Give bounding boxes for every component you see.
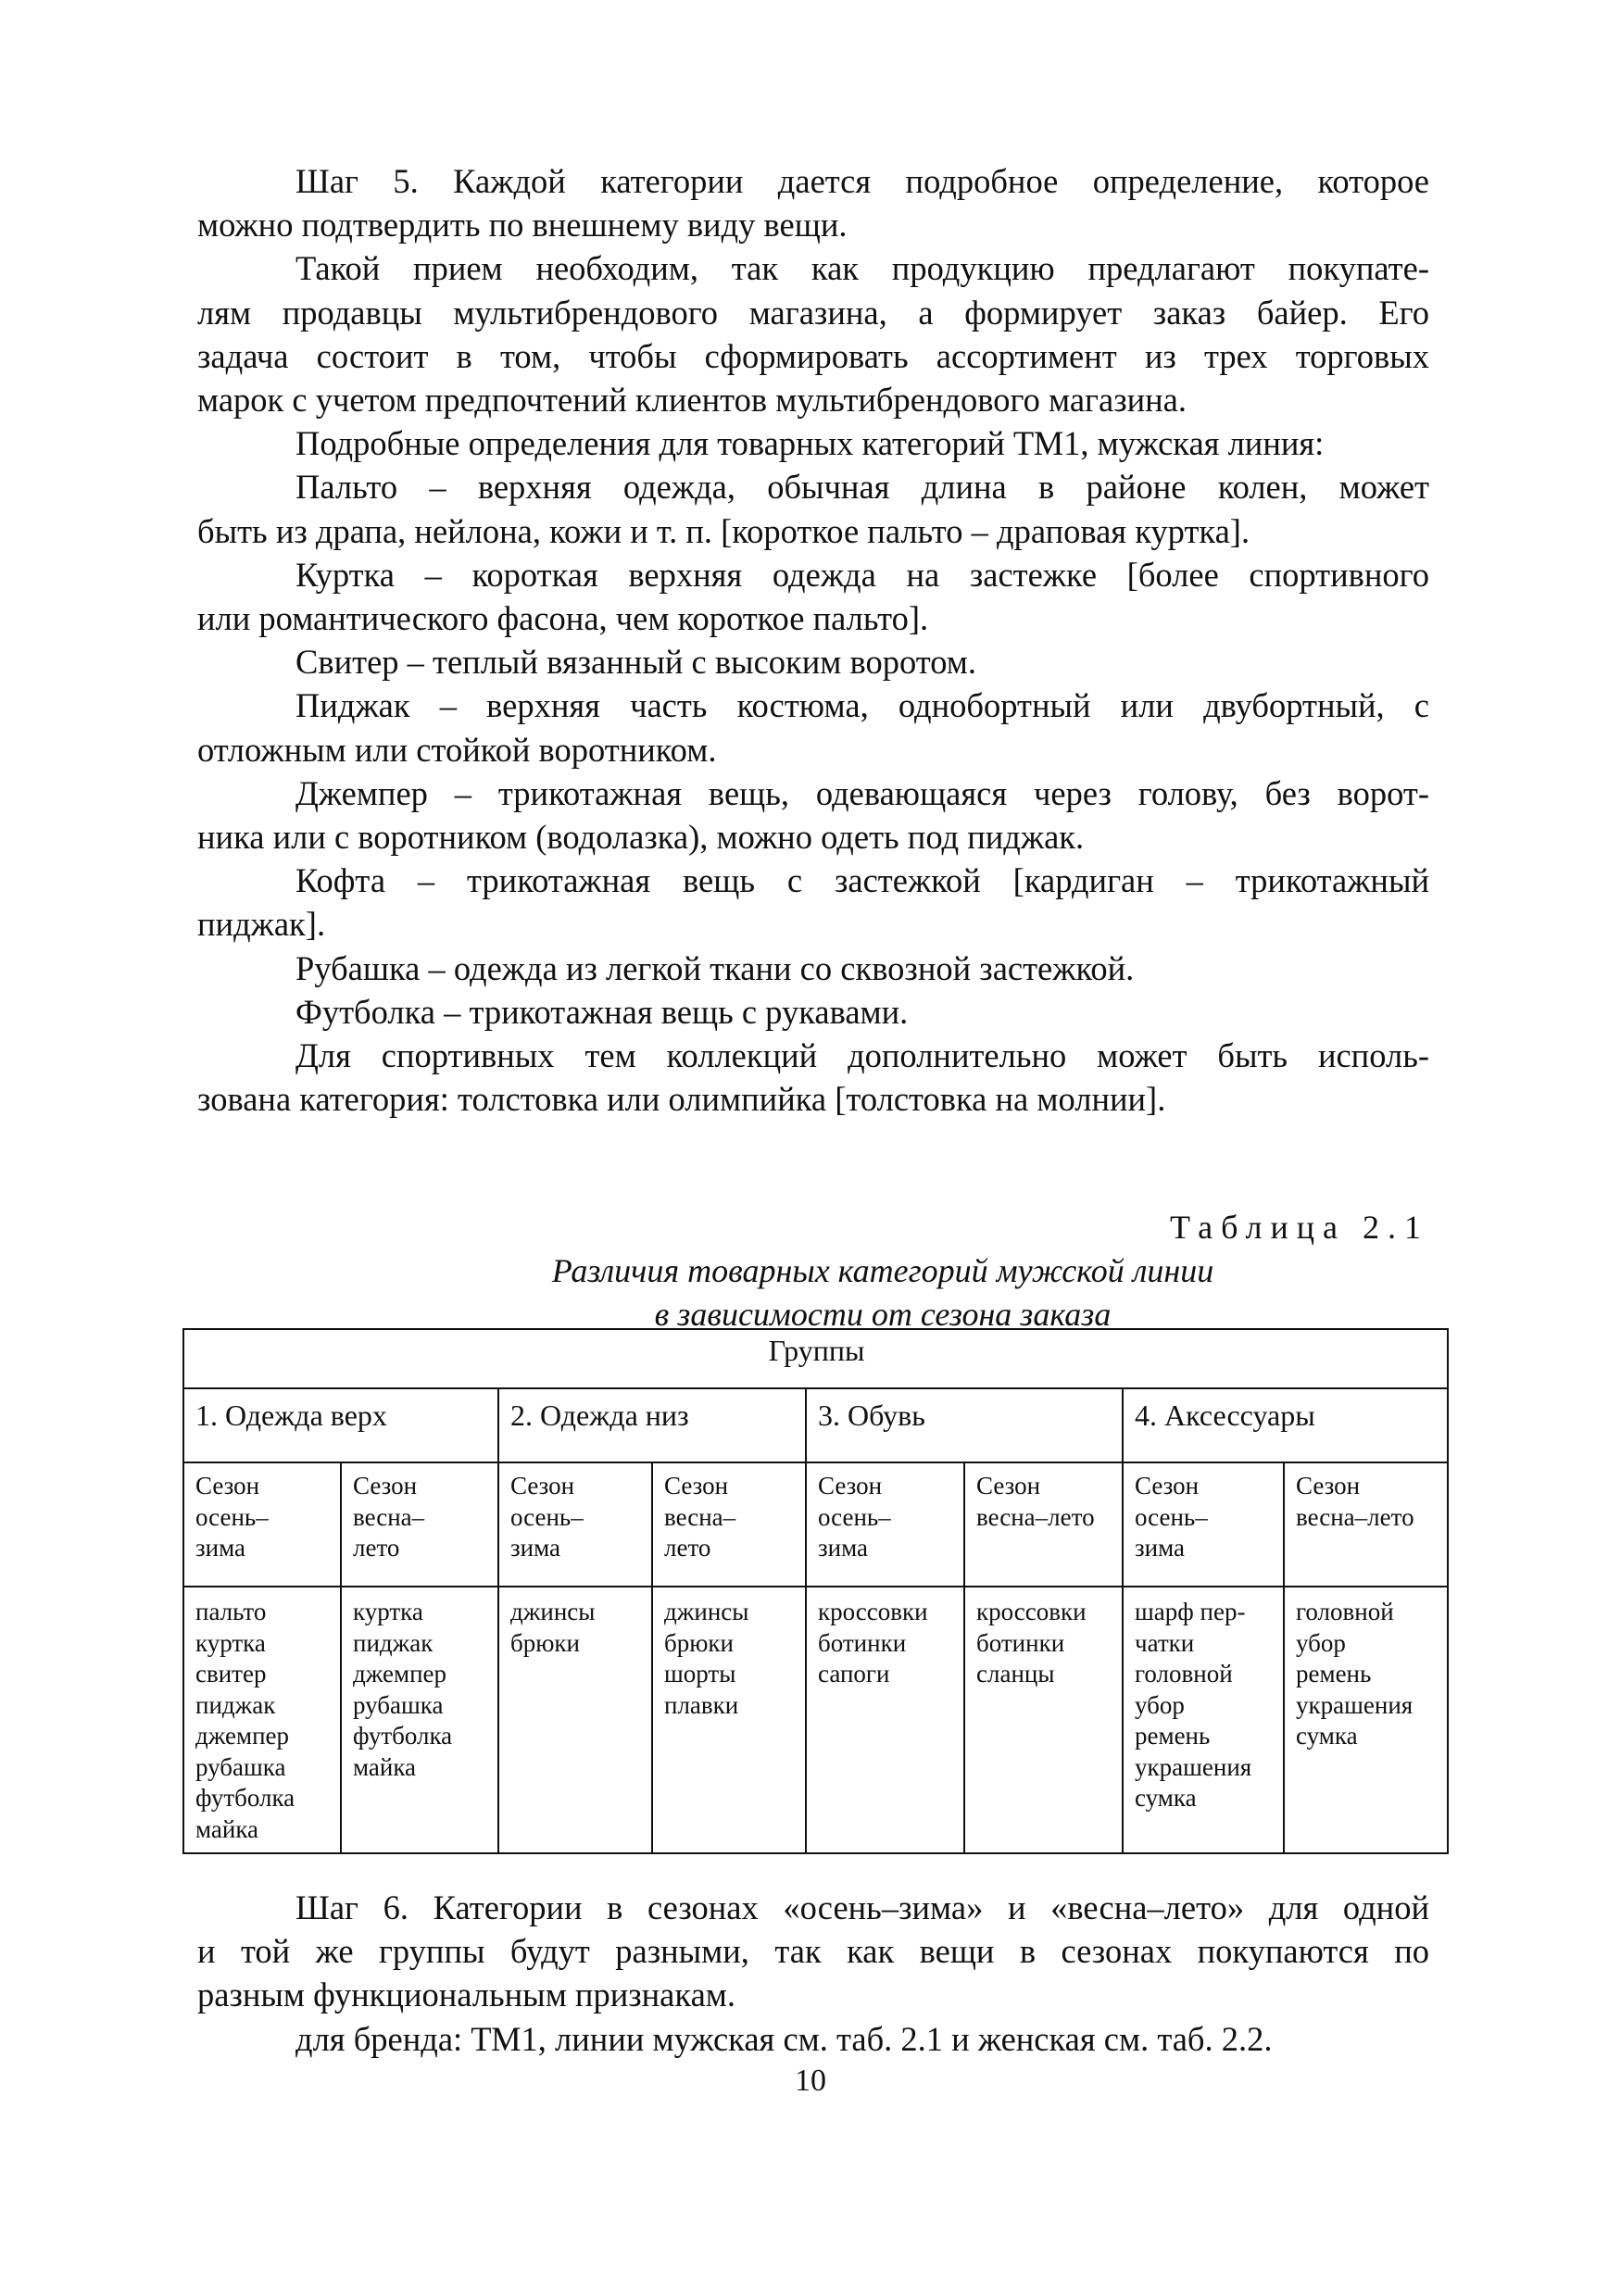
items-cell (1284, 1587, 1448, 1853)
items-row (183, 1587, 1448, 1853)
cell-line: Сезон (976, 1472, 1041, 1499)
page-number: 10 (795, 2064, 826, 2098)
items-cell (1123, 1587, 1284, 1853)
body-text (197, 159, 1429, 1121)
cell-line: весна– (353, 1502, 425, 1531)
text-line: Футболка – трикотажная вещь с рукавами. (295, 992, 909, 1031)
season-cell (1284, 1462, 1448, 1587)
cell-line: джинсы (510, 1598, 596, 1625)
text-line: Кофта – трикотажная вещь с застежкой [кардиган – трикотажный (295, 861, 1429, 900)
cell-line: украшения (1135, 1752, 1252, 1781)
table-label: Таблица 2.1 (1170, 1209, 1429, 1246)
text-line: можно подтвердить по внешнему виду вещи. (197, 206, 848, 245)
body-paragraph (197, 465, 1429, 552)
cell-line: Сезон (664, 1472, 729, 1499)
after-paragraph (197, 2017, 1429, 2061)
group-cell: 4. Аксессуары (1123, 1388, 1448, 1462)
cell-line: убор (1135, 1690, 1185, 1719)
body-paragraph (197, 990, 1429, 1034)
text-line: пиджак]. (197, 905, 326, 944)
cell-line: брюки (510, 1628, 580, 1657)
items-cell (964, 1587, 1123, 1853)
cell-line: джинсы (664, 1598, 749, 1625)
text-line: Свитер – теплый вязанный с высоким воротом. (295, 643, 977, 682)
season-cell (341, 1462, 498, 1587)
category-table (182, 1328, 1449, 1854)
cell-line: ремень (1135, 1722, 1211, 1750)
items-cell (341, 1587, 498, 1853)
cell-line: сапоги (818, 1660, 890, 1687)
cell-line: майка (353, 1752, 417, 1781)
season-cell (964, 1462, 1123, 1587)
cell-line: ремень (1296, 1660, 1372, 1687)
cell-line: чатки (1135, 1628, 1195, 1657)
cell-line: украшения (1296, 1690, 1414, 1719)
cell-line: Сезон (195, 1472, 260, 1499)
body-paragraph (197, 159, 1429, 246)
cell-line: джемпер (195, 1722, 290, 1750)
text-line: или романтического фасона, чем короткое пальто]. (197, 599, 929, 638)
text-line: Такой прием необходим, так как продукцию предлагают покупате- (295, 249, 1429, 288)
cell-line: Сезон (1296, 1472, 1361, 1499)
cell-line: убор (1296, 1628, 1346, 1657)
after-paragraph (197, 1886, 1429, 2017)
cell-line: осень– (510, 1502, 584, 1531)
cell-line: рубашка (195, 1752, 286, 1781)
cell-line: весна–лето (976, 1502, 1095, 1531)
body-paragraph (197, 859, 1429, 946)
text-line: Рубашка – одежда из легкой ткани со сквозной застежкой. (295, 948, 1135, 987)
cell-line: кроссовки (818, 1598, 928, 1625)
text-line: Для спортивных тем коллекций дополнительно может быть исполь- (295, 1036, 1429, 1075)
cell-line: свитер (195, 1660, 267, 1687)
body-paragraph (197, 947, 1429, 990)
text-line: разным функциональным признакам. (197, 1976, 735, 2014)
group-cell: 3. Обувь (806, 1388, 1123, 1462)
cell-line: пиджак (195, 1690, 276, 1719)
cell-line: Сезон (353, 1472, 418, 1499)
cell-line: лето (664, 1534, 711, 1562)
text-line: зована категория: толстовка или олимпийка [толстовка на молнии]. (197, 1080, 1166, 1119)
season-cell (652, 1462, 806, 1587)
text-line: отложным или стойкой воротником. (197, 730, 717, 769)
text-line: Шаг 5. Каждой категории дается подробное определение, которое (295, 162, 1429, 200)
group-row (183, 1388, 1448, 1462)
text-line: задача состоит в том, чтобы сформировать ассортимент из трех торговых (197, 336, 1429, 375)
cell-line: футболка (353, 1722, 453, 1750)
cell-line: ботинки (976, 1628, 1065, 1657)
body-paragraph (197, 772, 1429, 859)
season-cell (498, 1462, 652, 1587)
cell-line: осень– (1135, 1502, 1208, 1531)
cell-line: куртка (353, 1598, 423, 1625)
season-cell (183, 1462, 341, 1587)
cell-line: сланцы (976, 1660, 1055, 1687)
cell-line: зима (1135, 1534, 1185, 1562)
cell-line: сумка (1296, 1722, 1358, 1750)
table-title-line2: в зависимости от сезона заказа (654, 1296, 1112, 1333)
body-paragraph (197, 684, 1429, 771)
season-cell (1123, 1462, 1284, 1587)
items-cell (806, 1587, 964, 1853)
cell-line: осень– (195, 1502, 269, 1531)
after-table-text (197, 1886, 1429, 2061)
cell-line: джемпер (353, 1660, 447, 1687)
cell-line: пиджак (353, 1628, 434, 1657)
cell-line: зима (195, 1534, 245, 1562)
cell-line: Сезон (818, 1472, 883, 1499)
body-paragraph (197, 421, 1429, 465)
text-line: Шаг 6. Категории в сезонах «осень–зима» и «весна–лето» для одной (295, 1888, 1429, 1926)
text-line: марок с учетом предпочтений клиентов мультибрендового магазина. (197, 381, 1187, 420)
body-paragraph (197, 640, 1429, 684)
body-paragraph (197, 246, 1429, 421)
table-caption (197, 1206, 1429, 1336)
cell-line: лето (353, 1534, 400, 1562)
body-paragraph (197, 1034, 1429, 1121)
cell-line: зима (510, 1534, 560, 1562)
cell-line: шорты (664, 1660, 736, 1687)
body-paragraph (197, 553, 1429, 640)
text-line: лям продавцы мультибрендового магазина, а формирует заказ байер. Его (197, 293, 1429, 332)
cell-line: весна– (664, 1502, 736, 1531)
items-cell (652, 1587, 806, 1853)
group-cell: 2. Одежда низ (498, 1388, 806, 1462)
season-cell (806, 1462, 964, 1587)
text-line: быть из драпа, нейлона, кожи и т. п. [короткое пальто – драповая куртка]. (197, 511, 1250, 550)
cell-line: шарф пер- (1135, 1598, 1246, 1625)
text-line: для бренда: ТМ1, линии мужская см. таб. 2.1 и женская см. таб. 2.2. (295, 2019, 1273, 2058)
table-header-groups: Группы (183, 1329, 1448, 1388)
cell-line: головной (1135, 1660, 1233, 1687)
cell-line: сумка (1135, 1784, 1197, 1812)
cell-line: Сезон (510, 1472, 575, 1499)
text-line: Подробные определения для товарных категорий ТМ1, мужская линия: (295, 424, 1325, 463)
cell-line: зима (818, 1534, 868, 1562)
cell-line: пальто (195, 1598, 267, 1625)
cell-line: Сезон (1135, 1472, 1200, 1499)
cell-line: весна–лето (1296, 1502, 1414, 1531)
season-row (183, 1462, 1448, 1587)
text-line: Пальто – верхняя одежда, обычная длина в районе колен, может (295, 468, 1429, 507)
cell-line: плавки (664, 1690, 739, 1719)
cell-line: кроссовки (976, 1598, 1087, 1625)
table-title-line1: Различия товарных категорий мужской линии (551, 1252, 1214, 1289)
cell-line: футболка (195, 1784, 295, 1812)
items-cell (183, 1587, 341, 1853)
text-line: и той же группы будут разными, так как вещи в сезонах покупаются по (197, 1932, 1429, 1971)
text-line: Пиджак – верхняя часть костюма, однобортный или двубортный, с (295, 686, 1429, 725)
cell-line: рубашка (353, 1690, 444, 1719)
cell-line: осень– (818, 1502, 891, 1531)
items-cell (498, 1587, 652, 1853)
cell-line: ботинки (818, 1628, 907, 1657)
cell-line: брюки (664, 1628, 734, 1657)
text-line: Джемпер – трикотажная вещь, одевающаяся через голову, без ворот- (295, 773, 1429, 812)
cell-line: куртка (195, 1628, 266, 1657)
group-cell: 1. Одежда верх (183, 1388, 498, 1462)
text-line: ника или с воротником (водолазка), можно одеть под пиджак. (197, 818, 1085, 857)
text-line: Куртка – короткая верхняя одежда на застежке [более спортивного (295, 555, 1429, 594)
cell-line: головной (1296, 1598, 1394, 1625)
cell-line: майка (195, 1814, 259, 1843)
